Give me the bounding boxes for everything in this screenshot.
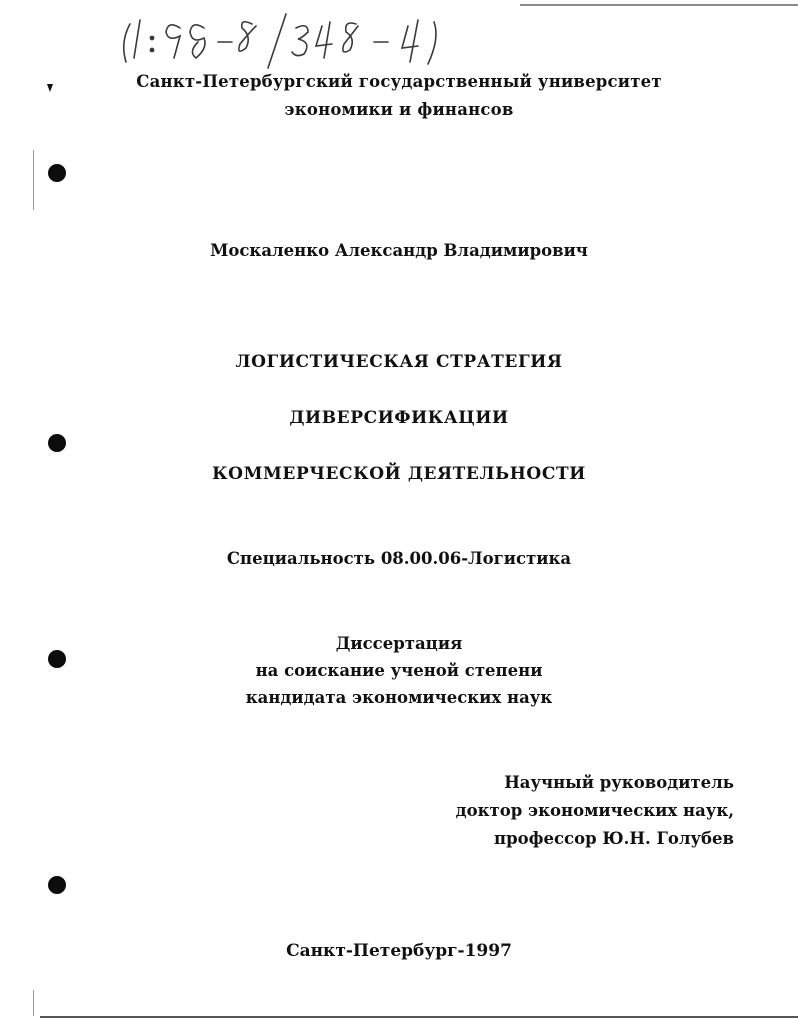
thesis-title-line-1: ЛОГИСТИЧЕСКАЯ СТРАТЕГИЯ <box>235 352 563 372</box>
supervisor-label: Научный руководитель <box>504 773 734 792</box>
author-name: Москаленко Александр Владимирович <box>210 241 588 260</box>
scan-edge-line-top <box>520 4 798 6</box>
thesis-title-line-2: ДИВЕРСИФИКАЦИИ <box>289 408 509 428</box>
university-name-line-2: экономики и финансов <box>284 100 514 119</box>
punch-hole-icon <box>48 164 66 182</box>
scan-margin-mark <box>33 990 34 1016</box>
scan-margin-mark <box>33 150 34 210</box>
punch-hole-icon <box>48 876 66 894</box>
university-name-line-1: Санкт-Петербургский государственный университет <box>136 72 662 91</box>
thesis-title-line-3: КОММЕРЧЕСКОЙ ДЕЯТЕЛЬНОСТИ <box>212 464 586 484</box>
supervisor-degree: доктор экономических наук, <box>455 801 734 820</box>
punch-hole-icon <box>48 434 66 452</box>
dissertation-label: Диссертация <box>335 634 463 653</box>
place-and-year: Санкт-Петербург-1997 <box>286 941 512 961</box>
scan-edge-line-bottom <box>40 1016 798 1018</box>
handwritten-archive-code <box>118 8 498 72</box>
degree-line-2: кандидата экономических наук <box>245 688 553 707</box>
degree-line-1: на соискание ученой степени <box>255 661 543 680</box>
specialty: Специальность 08.00.06-Логистика <box>226 549 572 568</box>
supervisor-name: профессор Ю.Н. Голубев <box>494 829 734 848</box>
